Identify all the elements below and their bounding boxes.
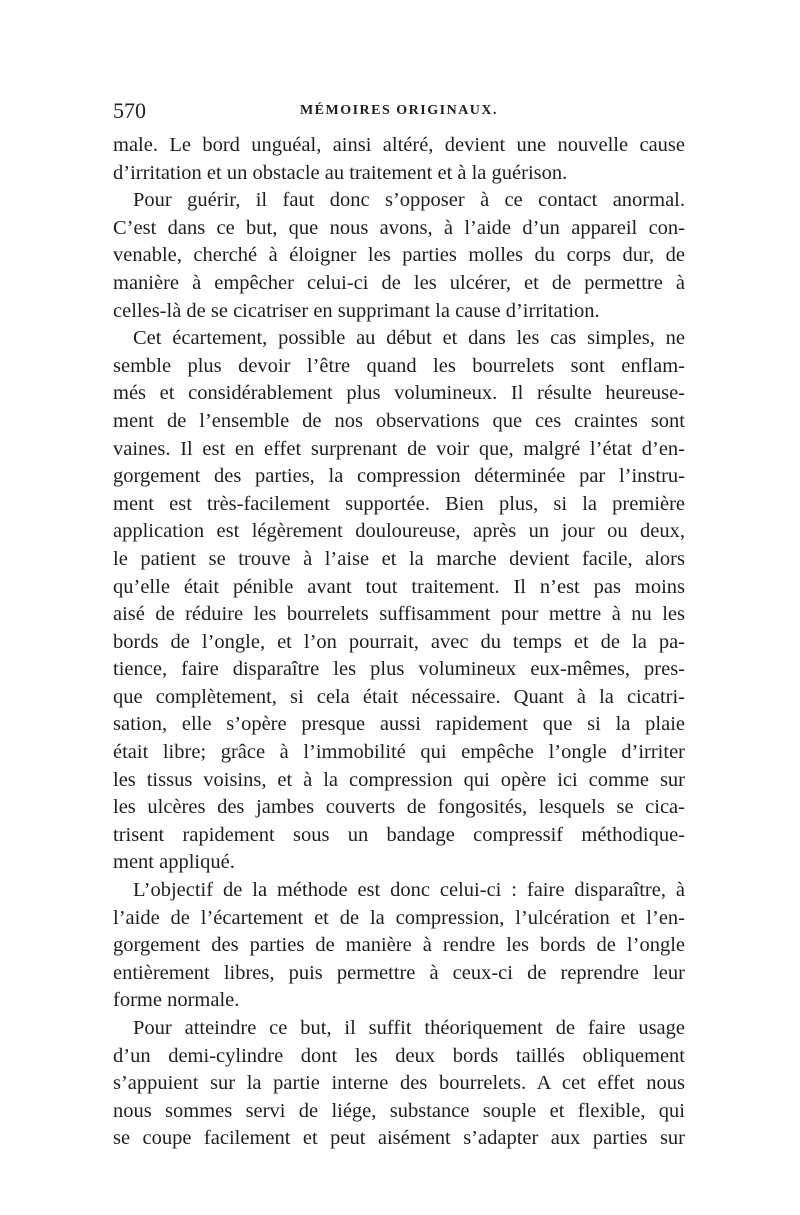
text-line: s’appuient sur la partie interne des bourrelets. A cet effet nous xyxy=(113,1072,685,1095)
text-line: manière à empêcher celui-ci de les ulcérer, et de permettre à xyxy=(113,271,685,294)
paragraph-4 xyxy=(113,877,685,1015)
text-line: trisent rapidement sous un bandage compressif méthodique- xyxy=(113,823,685,846)
paragraph-2 xyxy=(113,187,685,325)
paragraph-5 xyxy=(113,1015,685,1153)
text-line: ment est très-facilement supportée. Bien plus, si la première xyxy=(113,492,685,515)
page-number: 570 xyxy=(113,98,146,123)
text-line: entièrement libres, puis permettre à ceux-ci de reprendre leur xyxy=(113,961,685,984)
text-line: gorgement des parties de manière à rendre les bords de l’ongle xyxy=(113,934,685,957)
text-line: sation, elle s’opère presque aussi rapidement que si la plaie xyxy=(113,713,685,736)
running-head xyxy=(113,96,685,126)
text-line: més et considérablement plus volumineux. Il résulte heureuse- xyxy=(113,382,685,405)
running-title: MÉMOIRES ORIGINAUX. xyxy=(299,103,499,118)
body-text xyxy=(113,132,685,1153)
text-line: semble plus devoir l’être quand les bourrelets sont enflam- xyxy=(113,354,685,377)
text-line: qu’elle était pénible avant tout traitement. Il n’est pas moins xyxy=(113,575,685,598)
text-line: L’objectif de la méthode est donc celui-ci : faire disparaître, à xyxy=(133,879,685,902)
text-line: celles-là de se cicatriser en supprimant la cause d’irritation. xyxy=(113,299,600,322)
text-line: C’est dans ce but, que nous avons, à l’aide d’un appareil con- xyxy=(113,216,685,239)
text-line: application est légèrement douloureuse, après un jour ou deux, xyxy=(113,520,685,543)
text-line: ment de l’ensemble de nos observations que ces craintes sont xyxy=(113,409,685,432)
text-line: tience, faire disparaître les plus volumineux eux-mêmes, pres- xyxy=(113,658,685,681)
text-line: les tissus voisins, et à la compression qui opère ici comme sur xyxy=(113,768,685,791)
text-line: que complètement, si cela était nécessaire. Quant à la cicatri- xyxy=(113,685,685,708)
text-line: vaines. Il est en effet surprenant de voir que, malgré l’état d’en- xyxy=(113,437,685,460)
text-line: forme normale. xyxy=(113,989,240,1012)
paragraph-3 xyxy=(113,325,685,877)
text-line: gorgement des parties, la compression déterminée par l’instru- xyxy=(113,465,685,488)
text-line: se coupe facilement et peut aisément s’adapter aux parties sur xyxy=(113,1127,685,1150)
text-line: les ulcères des jambes couverts de fongosités, lesquels se cica- xyxy=(113,796,685,819)
text-line: le patient se trouve à l’aise et la marche devient facile, alors xyxy=(113,547,685,570)
text-line: était libre; grâce à l’immobilité qui empêche l’ongle d’irriter xyxy=(113,741,685,764)
text-line: nous sommes servi de liége, substance souple et flexible, qui xyxy=(113,1099,685,1122)
text-line: Pour atteindre ce but, il suffit théoriquement de faire usage xyxy=(133,1017,685,1039)
text-line: venable, cherché à éloigner les parties molles du corps dur, de xyxy=(113,244,685,267)
text-line: d’un demi-cylindre dont les deux bords taillés obliquement xyxy=(113,1044,685,1067)
text-line: Cet écartement, possible au début et dans les cas simples, ne xyxy=(133,327,685,350)
text-line: male. Le bord unguéal, ainsi altéré, devient une nouvelle cause xyxy=(113,134,685,156)
text-line: l’aide de l’écartement et de la compression, l’ulcération et l’en- xyxy=(113,906,685,929)
text-line: bords de l’ongle, et l’on pourrait, avec du temps et de la pa- xyxy=(113,630,685,653)
text-line: Pour guérir, il faut donc s’opposer à ce contact anormal. xyxy=(133,189,685,212)
text-line: d’irritation et un obstacle au traitement et à la guérison. xyxy=(113,161,568,184)
text-line: ment appliqué. xyxy=(113,851,235,874)
text-line: aisé de réduire les bourrelets suffisamment pour mettre à nu les xyxy=(113,603,685,626)
paragraph-1 xyxy=(113,132,685,187)
